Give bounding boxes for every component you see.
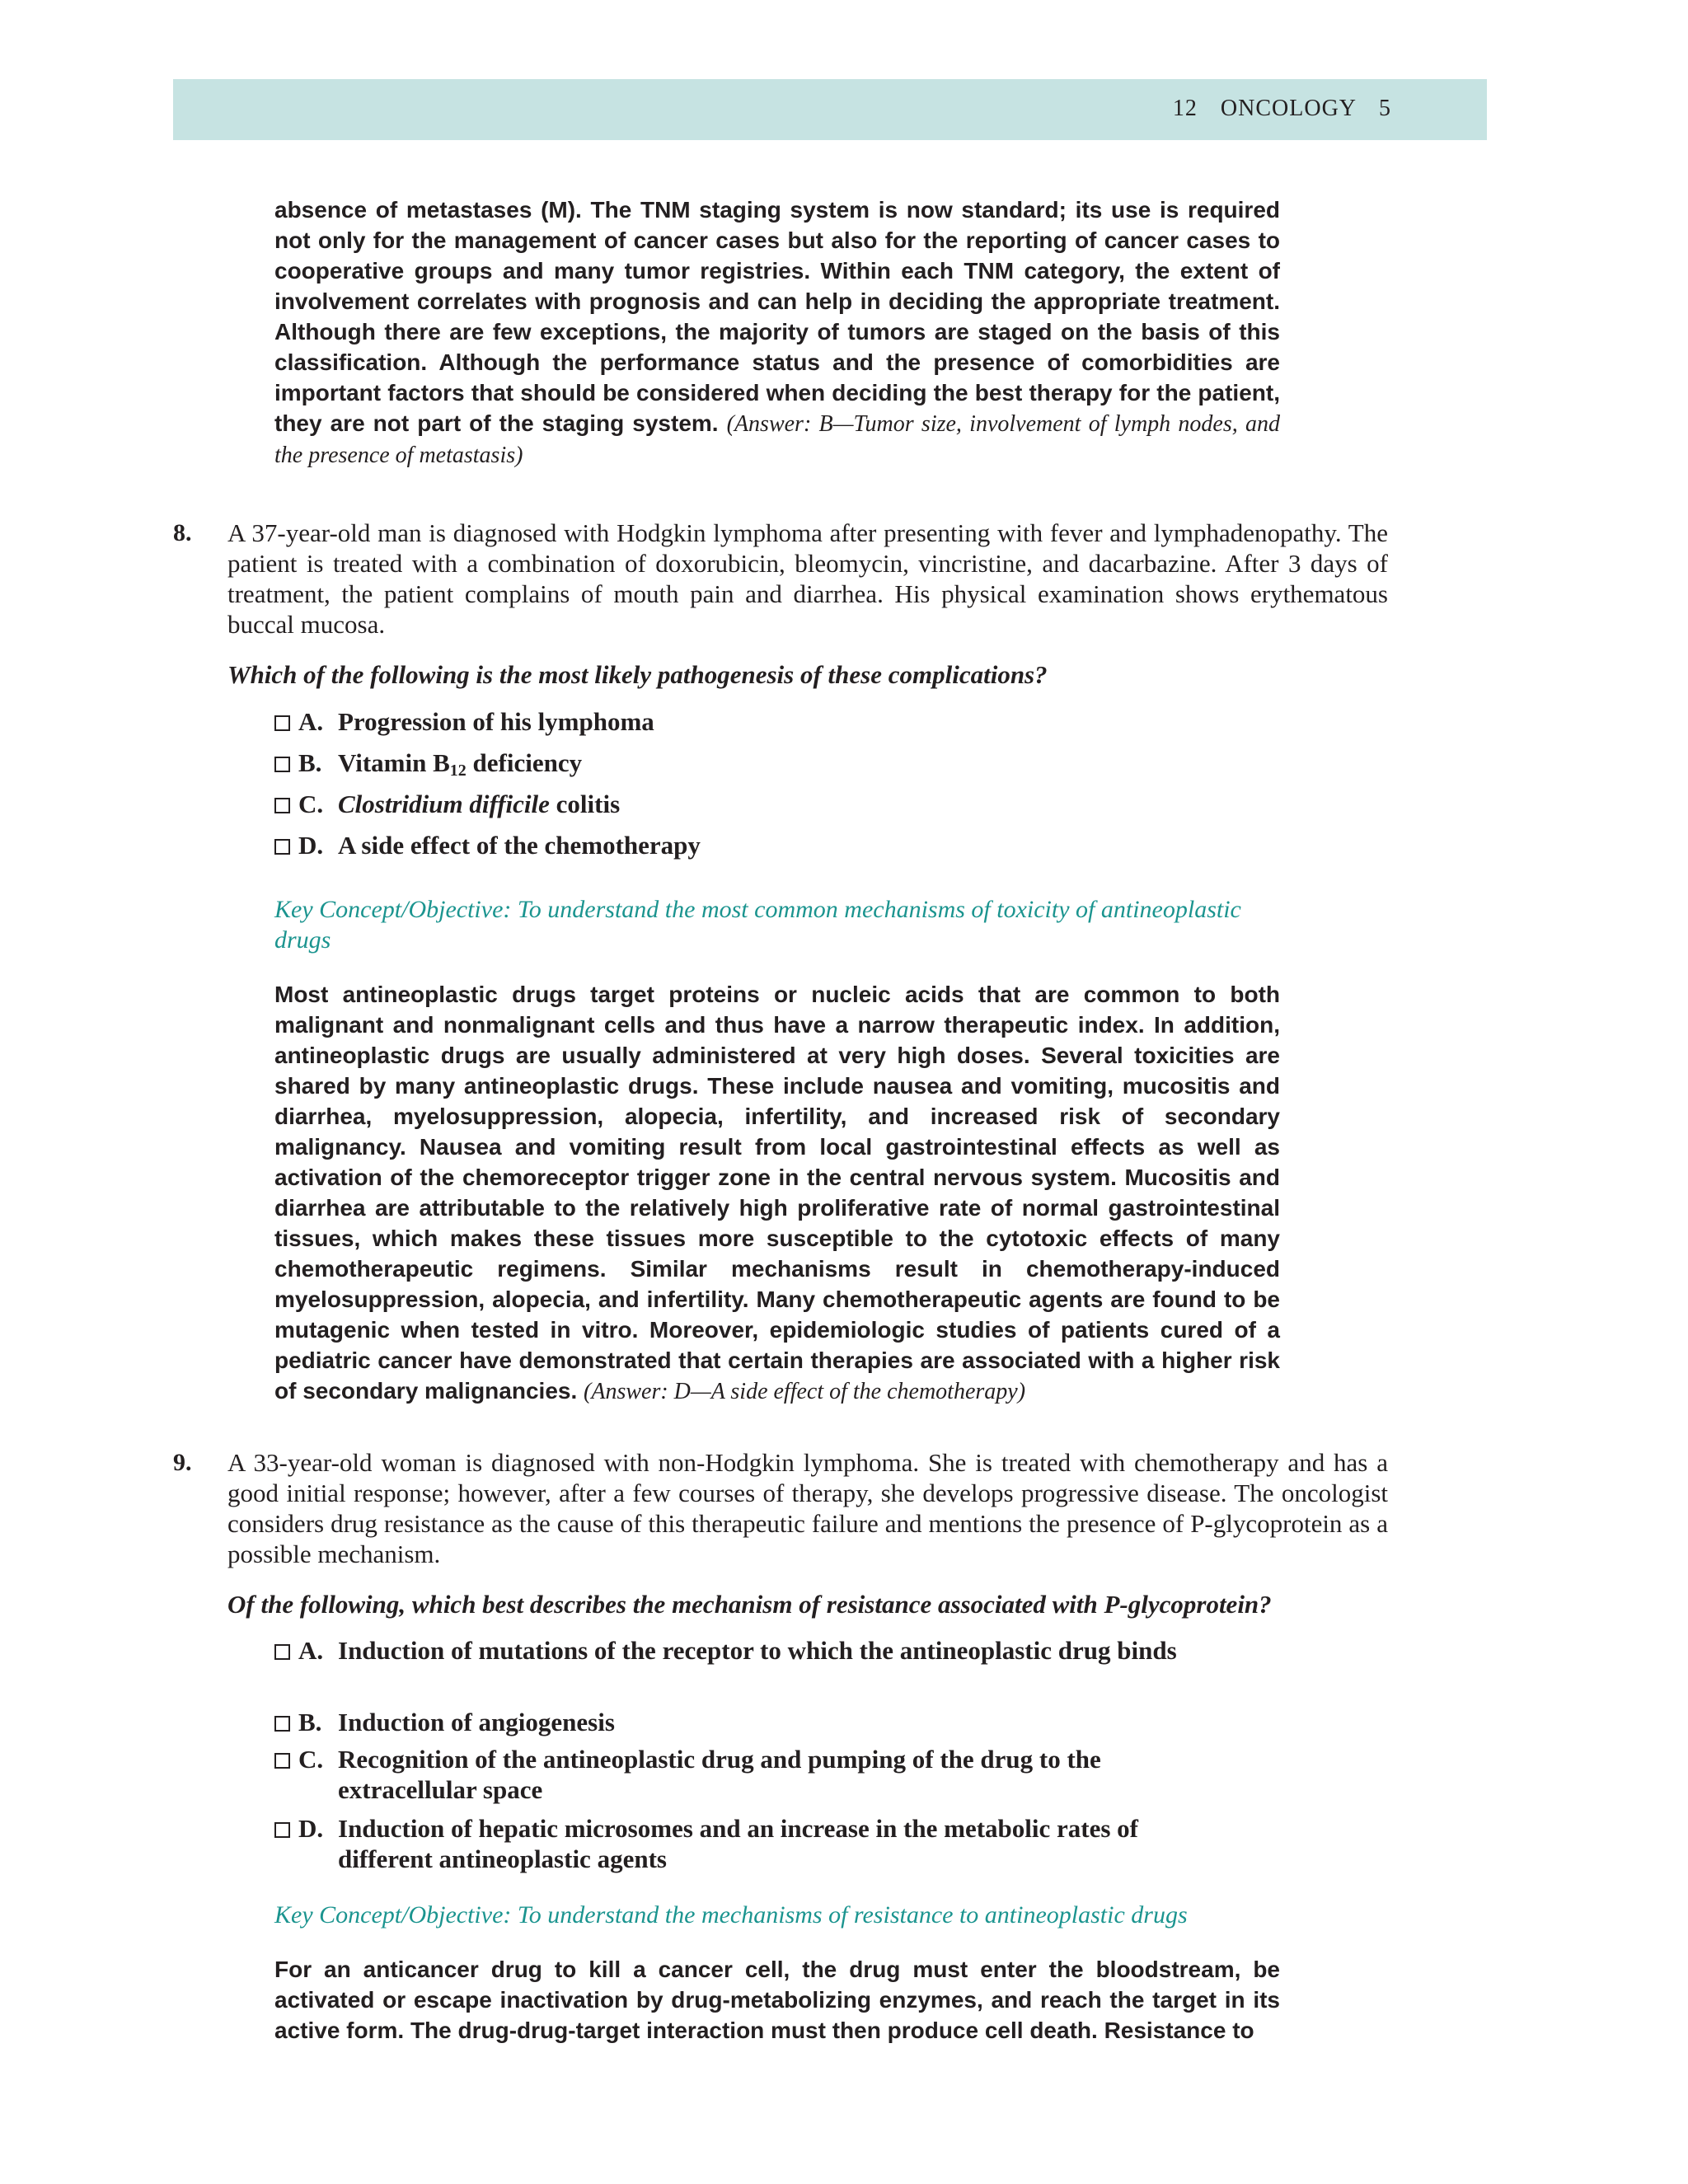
q9-explanation: For an anticancer drug to kill a cancer cell, the drug must enter the bloodstream, be activated or escape inactivation by drug-metabolizing enzymes, and reach the target in its active form. The drug-drug-target interaction must then produce cell death. Resistance to [274, 1957, 1280, 2043]
q7-answer: (Answer: B—Tumor size, involvement of lymph nodes, and the presence of metastasis) [274, 411, 1281, 468]
option-letter: B. [298, 1708, 322, 1736]
checkbox-icon[interactable] [274, 757, 290, 772]
q8-option-b[interactable] [274, 748, 1264, 778]
checkbox-icon[interactable] [274, 1753, 290, 1769]
q7-explanation [274, 194, 1280, 471]
chapter-number: 12 [1172, 96, 1198, 121]
checkbox-icon[interactable] [274, 715, 290, 731]
option-text: Vitamin $B_{12}$ deficiency [338, 748, 583, 780]
q9-number: 9. [173, 1449, 192, 1476]
q8-explanation-text: Most antineoplastic drugs target proteins or nucleic acids that are common to both malignant and nonmalignant cells and thus have a narrow therapeutic index. In addition, antineoplastic drugs are usually administered at very high doses. Several toxicities are shared by many antineoplastic drugs. These include nausea and vomiting, mucositis and diarrhea, myelosuppression, alopecia, infertility, and increased risk of secondary malignancy. Nausea and vomiting result from local gastrointestinal effects as well as activation of the chemoreceptor trigger zone in the central nervous system. Mucositis and diarrhea are attributable to the relatively high proliferative rate of normal gastrointestinal tissues, which makes these tissues more susceptible to the cytotoxic effects of many chemotherapeutic regimens. Similar mechanisms result in chemotherapy-induced myelosuppression, alopecia, and infertility. Many chemotherapeutic agents are found to be mutagenic when tested in vitro. Moreover, epidemiologic studies of patients cured of a pediatric cancer have demonstrated that certain therapies are associated with a higher risk of secondary malignancies. [274, 982, 1280, 1404]
checkbox-icon[interactable] [274, 1822, 290, 1838]
q9-prompt: Of the following, which best describes the mechanism of resistance associated with P-glycoprotein? [227, 1590, 1272, 1619]
q9-option-a[interactable] [274, 1635, 1181, 1666]
page-number: 5 [1379, 96, 1391, 121]
q9-stem: A 33-year-old woman is diagnosed with non-Hodgkin lymphoma. She is treated with chemotherapy and has a good initial response; however, after a few courses of therapy, she develops progressive disease. The oncologist considers drug resistance as the cause of this therapeutic failure and mentions the presence of P-glycoprotein as a possible mechanism. [227, 1448, 1388, 1568]
q9-key-concept: Key Concept/Objective: To understand the mechanisms of resistance to antineoplastic drugs [274, 1901, 1188, 1929]
header-text [1156, 96, 1391, 122]
checkbox-icon[interactable] [274, 1644, 290, 1660]
option-text: Induction of mutations of the receptor to which the antineoplastic drug binds [338, 1636, 1177, 1665]
option-text: Recognition of the antineoplastic drug and pumping of the drug to the extracellular space [338, 1745, 1101, 1804]
q8-option-c[interactable] [274, 789, 1264, 819]
checkbox-icon[interactable] [274, 839, 290, 855]
option-text: Clostridium difficile colitis [338, 790, 621, 818]
q8-explanation [274, 979, 1280, 1407]
checkbox-icon[interactable] [274, 1716, 290, 1732]
checkbox-icon[interactable] [274, 798, 290, 813]
option-letter: A. [298, 707, 324, 736]
option-text: Progression of his lymphoma [338, 707, 654, 736]
q8-number: 8. [173, 519, 192, 546]
q8-option-d[interactable] [274, 830, 1264, 860]
option-text: Induction of angiogenesis [338, 1708, 615, 1736]
option-letter: D. [298, 1814, 324, 1843]
option-text: A side effect of the chemotherapy [338, 831, 701, 860]
option-text: Induction of hepatic microsomes and an increase in the metabolic rates of different antineoplastic agents [338, 1814, 1138, 1873]
option-letter: B. [298, 748, 322, 777]
option-letter: C. [298, 790, 324, 818]
q8-answer: (Answer: D—A side effect of the chemotherapy) [584, 1379, 1026, 1404]
q7-explanation-text: absence of metastases (M). The TNM staging system is now standard; its use is required not only for the management of cancer cases but also for the reporting of cancer cases to cooperative groups and many tumor registries. Within each TNM category, the extent of involvement correlates with prognosis and can help in deciding the appropriate treatment. Although there are few exceptions, the majority of tumors are staged on the basis of this classification. Although the performance status and the presence of comorbidities are important factors that should be considered when deciding the best therapy for the patient, they are not part of the staging system. [274, 197, 1280, 436]
q9-option-d[interactable] [274, 1813, 1181, 1874]
q8-key-concept: Key Concept/Objective: To understand the most common mechanisms of toxicity of antineoplastic drugs [274, 896, 1241, 954]
running-header [173, 79, 1487, 140]
option-letter: D. [298, 831, 324, 860]
q8-option-a[interactable] [274, 706, 1264, 737]
q8-prompt: Which of the following is the most likely pathogenesis of these complications? [227, 660, 1048, 689]
q9-option-c[interactable] [274, 1744, 1181, 1805]
q9-option-b[interactable] [274, 1707, 1181, 1737]
option-letter: C. [298, 1745, 324, 1774]
chapter-title: ONCOLOGY [1220, 96, 1356, 121]
q8-stem: A 37-year-old man is diagnosed with Hodgkin lymphoma after presenting with fever and lymphadenopathy. The patient is treated with a combination of doxorubicin, bleomycin, vincristine, and dacarbazine. After 3 days of treatment, the patient complains of mouth pain and diarrhea. His physical examination shows erythematous buccal mucosa. [227, 518, 1388, 639]
option-letter: A. [298, 1636, 324, 1665]
